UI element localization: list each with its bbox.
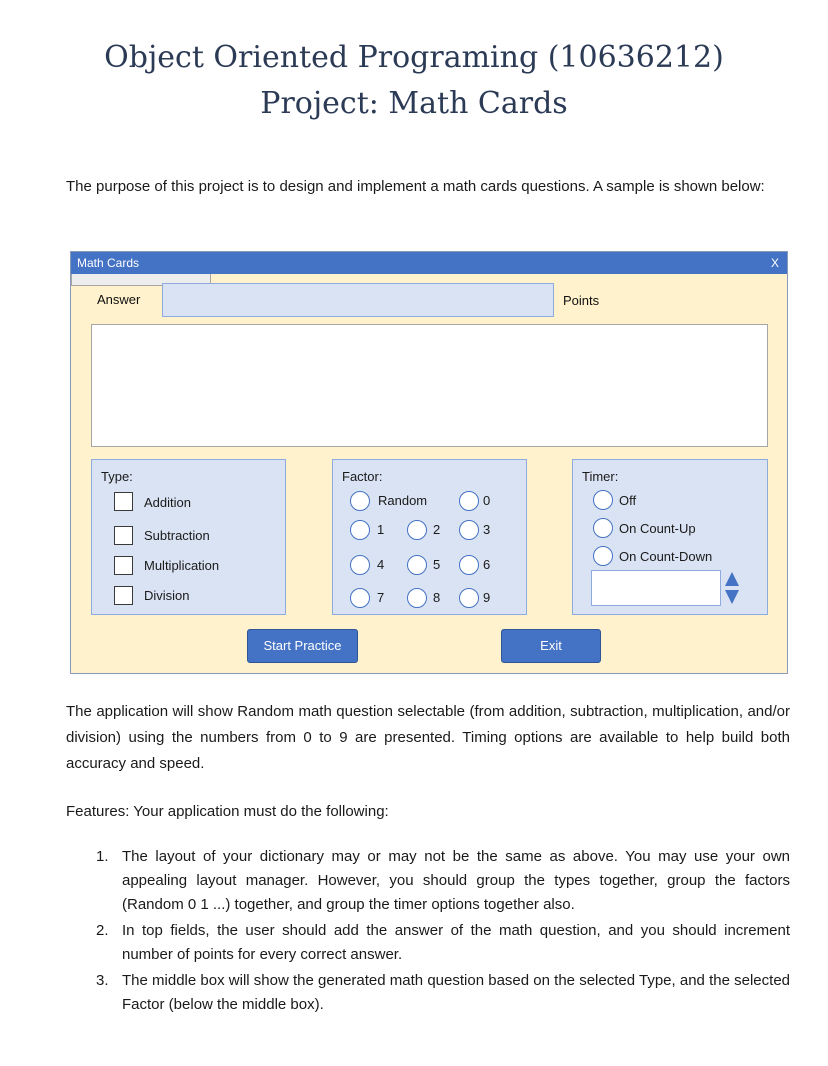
radio-factor-3-label: 3 — [483, 522, 491, 537]
exit-button[interactable]: Exit — [501, 629, 601, 663]
radio-factor-4-label: 4 — [377, 557, 385, 572]
list-item-number: 1. — [96, 848, 109, 865]
checkbox-division-label: Division — [144, 588, 190, 603]
radio-factor-2-label: 2 — [433, 522, 441, 537]
radio-timer-count-up-label: On Count-Up — [619, 521, 696, 536]
checkbox-addition-label: Addition — [144, 495, 191, 510]
radio-factor-8-label: 8 — [433, 590, 441, 605]
features-list — [96, 845, 790, 1019]
list-item-number: 2. — [96, 922, 109, 939]
start-practice-button[interactable]: Start Practice — [247, 629, 358, 663]
timer-group — [572, 459, 768, 615]
type-group — [91, 459, 286, 615]
list-item-text: In top fields, the user should add the answer of the math question, and you should increment number of points for every correct answer. — [122, 922, 790, 963]
radio-factor-7-label: 7 — [377, 590, 385, 605]
math-cards-window — [70, 251, 788, 674]
question-display — [91, 324, 768, 447]
timer-group-title: Timer: — [582, 469, 619, 484]
radio-factor-5-label: 5 — [433, 557, 441, 572]
radio-factor-7[interactable] — [350, 588, 370, 608]
points-label: Points — [563, 293, 600, 308]
radio-factor-1-label: 1 — [377, 522, 385, 537]
close-icon[interactable]: X — [770, 256, 779, 270]
intro-paragraph: The purpose of this project is to design and implement a math cards questions. A sample is shown below: — [66, 178, 765, 195]
radio-factor-5[interactable] — [407, 555, 427, 575]
radio-factor-2[interactable] — [407, 520, 427, 540]
radio-factor-6[interactable] — [459, 555, 479, 575]
factor-group-title: Factor: — [342, 469, 383, 484]
list-item — [96, 969, 790, 1017]
description-paragraph: The application will show Random math question selectable (from addition, subtraction, multiplication, and/or division) using the numbers from 0 to 9 are presented. Timing options are available to help build both accuracy and speed. — [66, 703, 790, 772]
radio-factor-1[interactable] — [350, 520, 370, 540]
answer-input[interactable] — [162, 283, 554, 317]
checkbox-multiplication-label: Multiplication — [144, 558, 220, 573]
document-subtitle: Project: Math Cards — [260, 86, 568, 121]
window-title: Math Cards — [77, 256, 140, 270]
radio-timer-count-up[interactable] — [593, 518, 613, 538]
list-item-text: The middle box will show the generated math question based on the selected Type, and the selected Factor (below the middle box). — [122, 972, 790, 1013]
list-item-number: 3. — [96, 972, 109, 989]
factor-group — [332, 459, 527, 615]
radio-factor-9-label: 9 — [483, 590, 491, 605]
answer-label: Answer — [97, 292, 141, 307]
radio-factor-0[interactable] — [459, 491, 479, 511]
radio-factor-0-label: 0 — [483, 493, 491, 508]
radio-factor-random[interactable] — [350, 491, 370, 511]
timer-spinner-input[interactable] — [591, 570, 721, 606]
list-item — [96, 845, 790, 917]
checkbox-subtraction-label: Subtraction — [144, 528, 210, 543]
checkbox-subtraction[interactable] — [114, 526, 133, 545]
list-item-text: The layout of your dictionary may or may not be the same as above. You may use your own appealing layout manager. However, you should group the types together, group the factors (Random 0 1 ...) together, and group the timer options together also. — [122, 848, 790, 913]
radio-factor-4[interactable] — [350, 555, 370, 575]
document-title: Object Oriented Programing (10636212) — [104, 40, 724, 75]
radio-timer-off-label: Off — [619, 493, 637, 508]
checkbox-addition[interactable] — [114, 492, 133, 511]
spinner-down-icon[interactable] — [725, 590, 739, 604]
spinner-up-icon[interactable] — [725, 572, 739, 586]
radio-timer-off[interactable] — [593, 490, 613, 510]
radio-factor-6-label: 6 — [483, 557, 491, 572]
checkbox-multiplication[interactable] — [114, 556, 133, 575]
radio-timer-count-down-label: On Count-Down — [619, 549, 713, 564]
radio-factor-3[interactable] — [459, 520, 479, 540]
window-titlebar — [71, 252, 787, 274]
radio-timer-count-down[interactable] — [593, 546, 613, 566]
radio-factor-random-label: Random — [378, 493, 428, 508]
type-group-title: Type: — [101, 469, 133, 484]
features-heading: Features: Your application must do the following: — [66, 803, 389, 820]
radio-factor-9[interactable] — [459, 588, 479, 608]
checkbox-division[interactable] — [114, 586, 133, 605]
list-item — [96, 919, 790, 967]
radio-factor-8[interactable] — [407, 588, 427, 608]
